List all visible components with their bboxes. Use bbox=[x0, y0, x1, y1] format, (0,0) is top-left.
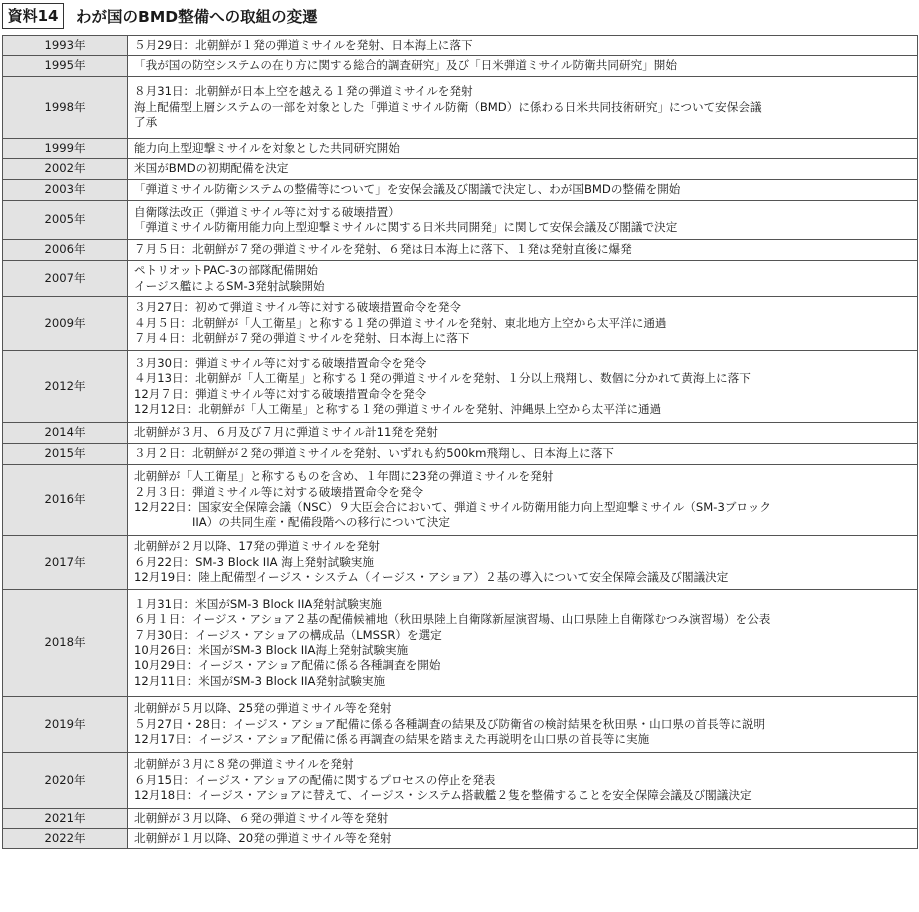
table-row bbox=[3, 36, 918, 56]
events-cell bbox=[128, 36, 918, 56]
table-row bbox=[3, 753, 918, 809]
event-line: 「弾道ミサイル防衛システムの整備等について」を安保会議及び閣議で決定し、わが国BMDの整備を開始 bbox=[134, 182, 681, 197]
table-row bbox=[3, 297, 918, 351]
event-line: 了承 bbox=[134, 115, 158, 130]
event-line: 10月26日：米国がSM-3 Block IIA海上発射試験実施 bbox=[134, 643, 409, 657]
event-line: ７月５日：北朝鮮が７発の弾道ミサイルを発射、６発は日本海上に落下、１発は発射直後に爆発 bbox=[134, 242, 632, 257]
event-line: ７月４日：北朝鮮が７発の弾道ミサイルを発射、日本海上に落下 bbox=[134, 331, 470, 346]
event-line: 海上配備型上層システムの一部を対象とした「弾道ミサイル防衛（BMD）に係わる日米共同技術研究」について安保会議 bbox=[134, 99, 762, 114]
event-line: IIA）の共同生産・配備段階への移行について決定 bbox=[134, 515, 450, 530]
event-line: 12月12日：北朝鮮が「人工衛星」と称する１発の弾道ミサイルを発射、沖縄県上空から太平洋に通過 bbox=[134, 401, 662, 416]
events-cell bbox=[128, 465, 918, 536]
table-row bbox=[3, 590, 918, 697]
events-cell bbox=[128, 753, 918, 809]
event-line: １月31日：米国がSM-3 Block IIA発射試験実施 bbox=[134, 596, 382, 611]
event-line: ２月３日：弾道ミサイル等に対する破壊措置命令を発令 bbox=[134, 484, 424, 499]
event-line: 「我が国の防空システムの在り方に関する総合的調査研究」及び「日米弾道ミサイル防衛共同研究」開始 bbox=[134, 58, 677, 73]
event-line: ６月１日：イージス・アショア２基の配備候補地（秋田県陸上自衛隊新屋演習場、山口県陸上自衛隊むつみ演習場）を公表 bbox=[134, 612, 771, 627]
timeline-table bbox=[2, 35, 918, 849]
year-cell: 2020年 bbox=[3, 753, 128, 809]
events-cell bbox=[128, 351, 918, 423]
event-line: ６月22日：SM-3 Block IIA 海上発射試験実施 bbox=[134, 554, 374, 569]
year-cell: 2017年 bbox=[3, 536, 128, 590]
event-line: 12月22日：国家安全保障会議（NSC）９大臣会合において、弾道ミサイル防衛用能力向上型迎撃ミサイル（SM-3ブロック bbox=[134, 500, 771, 514]
events-cell bbox=[128, 590, 918, 697]
event-line: 12月18日：イージス・アショアに替えて、イージス・システム搭載艦２隻を整備することを安全保障会議及び閣議決定 bbox=[134, 788, 752, 803]
events-cell bbox=[128, 139, 918, 159]
table-row bbox=[3, 77, 918, 139]
event-line: 12月17日：イージス・アショア配備に係る再調査の結果を踏まえた再説明を山口県の首長等に実施 bbox=[134, 732, 650, 747]
document-header bbox=[0, 0, 919, 34]
table-row bbox=[3, 139, 918, 159]
year-cell: 1999年 bbox=[3, 139, 128, 159]
events-cell bbox=[128, 697, 918, 753]
table-row bbox=[3, 201, 918, 240]
table-row bbox=[3, 444, 918, 465]
year-cell: 2014年 bbox=[3, 423, 128, 444]
event-line: 北朝鮮が３月に８発の弾道ミサイルを発射 bbox=[134, 757, 354, 772]
event-line: 自衛隊法改正（弾道ミサイル等に対する破壊措置） bbox=[134, 204, 400, 219]
event-line: 能力向上型迎撃ミサイルを対象とした共同研究開始 bbox=[134, 140, 400, 155]
event-line: ７月30日：イージス・アショアの構成品（LMSSR）を選定 bbox=[134, 627, 442, 642]
events-cell bbox=[128, 297, 918, 351]
table-row bbox=[3, 809, 918, 829]
event-line: 「弾道ミサイル防衛用能力向上型迎撃ミサイルに関する日米共同開発」に関して安保会議及び閣議で決定 bbox=[134, 220, 678, 234]
events-cell bbox=[128, 56, 918, 77]
year-cell: 2009年 bbox=[3, 297, 128, 351]
year-cell: 2021年 bbox=[3, 809, 128, 829]
year-cell: 2003年 bbox=[3, 180, 128, 201]
events-cell bbox=[128, 240, 918, 261]
events-cell bbox=[128, 261, 918, 297]
events-cell bbox=[128, 423, 918, 444]
event-line: ３月27日：初めて弾道ミサイル等に対する破壊措置命令を発令 bbox=[134, 300, 461, 315]
table-row bbox=[3, 180, 918, 201]
event-line: ペトリオットPAC-3の部隊配備開始 bbox=[134, 263, 318, 278]
year-cell: 2016年 bbox=[3, 465, 128, 536]
figure-tag: 資料14 bbox=[2, 3, 64, 29]
table-row bbox=[3, 56, 918, 77]
event-line: ３月２日：北朝鮮が２発の弾道ミサイルを発射、いずれも約500km飛翔し、日本海上に落下 bbox=[134, 446, 614, 461]
document-title: わが国のBMD整備への取組の変遷 bbox=[76, 8, 318, 26]
year-cell: 2019年 bbox=[3, 697, 128, 753]
event-line: ４月５日：北朝鮮が「人工衛星」と称する１発の弾道ミサイルを発射、東北地方上空から太平洋に通過 bbox=[134, 315, 667, 330]
event-line: ４月13日：北朝鮮が「人工衛星」と称する１発の弾道ミサイルを発射、１分以上飛翔し、数個に分かれて黄海上に落下 bbox=[134, 371, 751, 386]
table-row bbox=[3, 536, 918, 590]
events-cell bbox=[128, 829, 918, 849]
table-row bbox=[3, 423, 918, 444]
event-line: 北朝鮮が３月以降、６発の弾道ミサイル等を発射 bbox=[134, 810, 389, 825]
year-cell: 2006年 bbox=[3, 240, 128, 261]
event-line: ５月29日：北朝鮮が１発の弾道ミサイルを発射、日本海上に落下 bbox=[134, 37, 473, 52]
timeline-body bbox=[3, 36, 918, 849]
event-line: ５月27日・28日：イージス・アショア配備に係る各種調査の結果及び防衛省の検討結果を秋田県・山口県の首長等に説明 bbox=[134, 716, 766, 731]
table-row bbox=[3, 159, 918, 180]
events-cell bbox=[128, 159, 918, 180]
table-row bbox=[3, 829, 918, 849]
year-cell: 2007年 bbox=[3, 261, 128, 297]
event-line: 米国がBMDの初期配備を決定 bbox=[134, 161, 289, 176]
events-cell bbox=[128, 77, 918, 139]
table-row bbox=[3, 240, 918, 261]
event-line: ８月31日：北朝鮮が日本上空を越える１発の弾道ミサイルを発射 bbox=[134, 84, 473, 99]
event-line: 12月19日：陸上配備型イージス・システム（イージス・アショア）２基の導入について安全保障会議及び閣議決定 bbox=[134, 570, 729, 585]
event-line: 12月７日：弾道ミサイル等に対する破壊措置命令を発令 bbox=[134, 386, 427, 401]
event-line: ６月15日：イージス・アショアの配備に関するプロセスの停止を発表 bbox=[134, 772, 496, 787]
events-cell bbox=[128, 180, 918, 201]
events-cell bbox=[128, 444, 918, 465]
event-line: 北朝鮮が２月以降、17発の弾道ミサイルを発射 bbox=[134, 539, 380, 554]
events-cell bbox=[128, 536, 918, 590]
year-cell: 2018年 bbox=[3, 590, 128, 697]
event-line: 北朝鮮が３月、６月及び７月に弾道ミサイル計11発を発射 bbox=[134, 425, 438, 440]
year-cell: 2012年 bbox=[3, 351, 128, 423]
year-cell: 2015年 bbox=[3, 444, 128, 465]
event-line: ３月30日：弾道ミサイル等に対する破壊措置命令を発令 bbox=[134, 355, 427, 370]
event-line: 12月11日：米国がSM-3 Block IIA発射試験実施 bbox=[134, 673, 386, 688]
event-line: 北朝鮮が５月以降、25発の弾道ミサイル等を発射 bbox=[134, 701, 392, 716]
year-cell: 2002年 bbox=[3, 159, 128, 180]
table-row bbox=[3, 261, 918, 297]
event-line: 北朝鮮が１月以降、20発の弾道ミサイル等を発射 bbox=[134, 830, 392, 845]
event-line: 10月29日：イージス・アショア配備に係る各種調査を開始 bbox=[134, 658, 441, 673]
year-cell: 2005年 bbox=[3, 201, 128, 240]
table-row bbox=[3, 351, 918, 423]
events-cell bbox=[128, 809, 918, 829]
event-line: イージス艦によるSM-3発射試験開始 bbox=[134, 278, 325, 293]
year-cell: 2022年 bbox=[3, 829, 128, 849]
table-row bbox=[3, 465, 918, 536]
year-cell: 1993年 bbox=[3, 36, 128, 56]
year-cell: 1998年 bbox=[3, 77, 128, 139]
year-cell: 1995年 bbox=[3, 56, 128, 77]
table-row bbox=[3, 697, 918, 753]
events-cell bbox=[128, 201, 918, 240]
event-line: 北朝鮮が「人工衛星」と称するものを含め、１年間に23発の弾道ミサイルを発射 bbox=[134, 469, 554, 484]
